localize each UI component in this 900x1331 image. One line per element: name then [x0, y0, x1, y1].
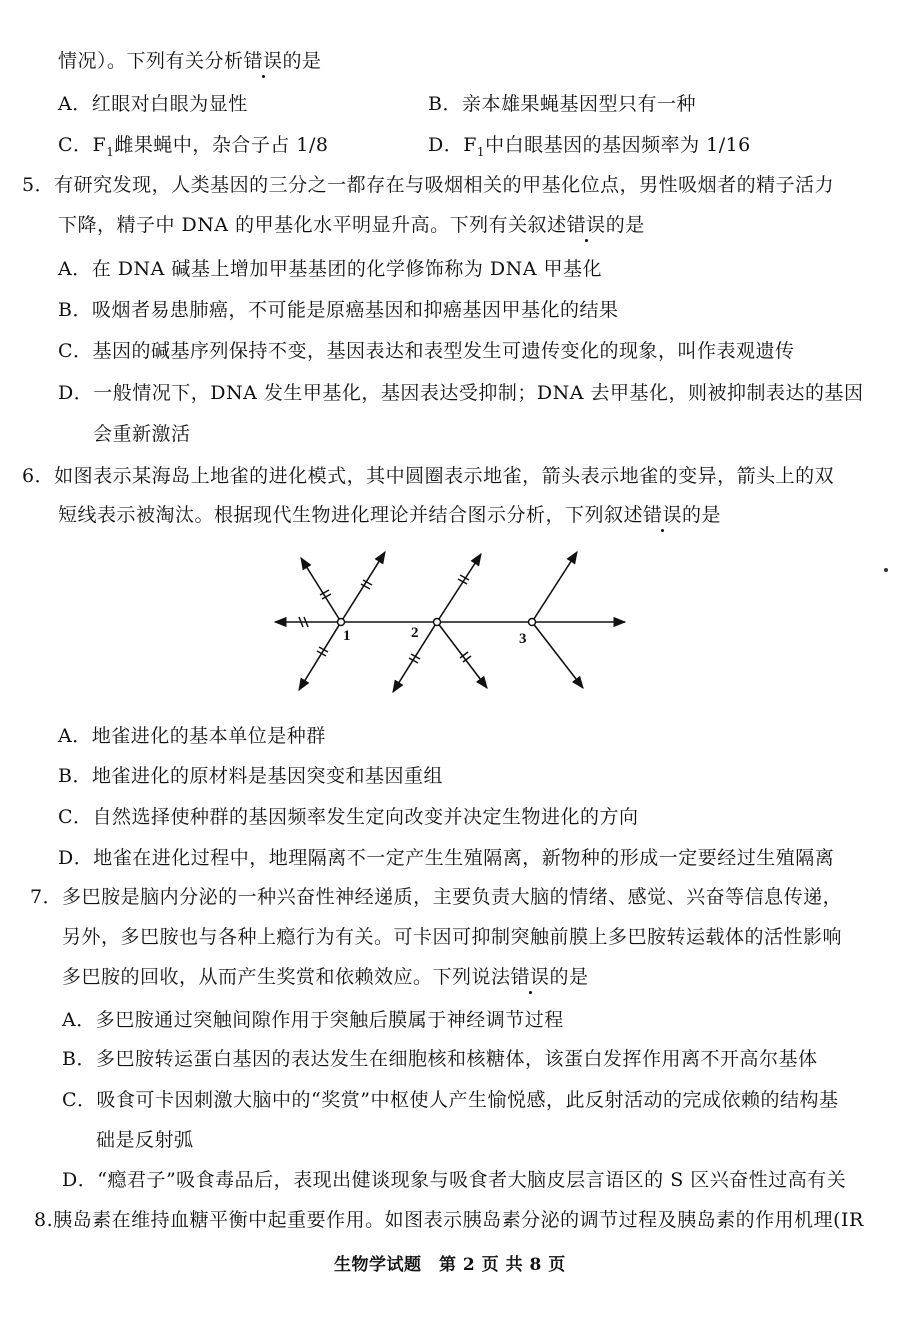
q4-option-c: C．$F_1$雌果蝇中，杂合子占 1/8 [58, 134, 329, 159]
q7-option-c-line2: 础是反射弧 [96, 1129, 194, 1151]
node-label-2: 2 [411, 625, 419, 641]
branch-3-downright [532, 622, 583, 688]
node-3 [529, 619, 536, 626]
q6-option-c: C．自然选择使种群的基因频率发生定向改变并决定生物进化的方向 [58, 806, 639, 828]
q7-option-a: A．多巴胺通过突触间隙作用于突触后膜属于神经调节过程 [62, 1009, 564, 1031]
emphasis-mark: 错误 [566, 214, 606, 236]
q4-option-a: A．红眼对白眼为显性 [58, 93, 248, 115]
q4-option-b: B．亲本雄果蝇基因型只有一种 [428, 93, 696, 115]
q5-stem-line2: 下降，精子中 DNA 的甲基化水平明显升高。下列有关叙述错误的是 [58, 214, 645, 236]
q5-option-c: C．基因的碱基序列保持不变，基因表达和表型发生可遗传变化的现象，叫作表观遗传 [58, 340, 795, 362]
node-2 [434, 619, 441, 626]
emphasis-mark: 错误 [643, 504, 683, 526]
q6-option-a: A．地雀进化的基本单位是种群 [58, 725, 326, 747]
branch-2-downright [437, 622, 487, 688]
q7-stem-line1: 7．多巴胺是脑内分泌的一种兴奋性神经递质，主要负责大脑的情绪、感觉、兴奋等信息传递， [30, 886, 843, 908]
scan-speck [884, 568, 888, 572]
node-label-3: 3 [519, 631, 527, 647]
branch-1-downleft [299, 622, 341, 690]
q6-stem-line1: 6．如图表示某海岛上地雀的进化模式，其中圆圈表示地雀，箭头表示地雀的变异，箭头上的双 [22, 465, 835, 487]
branch-1-upright [341, 552, 385, 622]
evolution-diagram [265, 540, 640, 700]
q5-stem-line1: 5．有研究发现，人类基因的三分之一都存在与吸烟相关的甲基化位点，男性吸烟者的精子活力 [22, 174, 835, 196]
emphasis-mark: 错误 [243, 50, 283, 72]
branch-2-upright [437, 554, 481, 622]
branch-3-upright [532, 552, 577, 622]
q4-option-d: D．$F_1$中白眼基因的基因频率为 1/16 [428, 134, 751, 159]
q6-option-d: D．地雀在进化过程中，地理隔离不一定产生生殖隔离，新物种的形成一定要经过生殖隔离 [58, 847, 835, 869]
q8-stem-line1: 8.胰岛素在维持血糖平衡中起重要作用。如图表示胰岛素分泌的调节过程及胰岛素的作用机理(IR [34, 1209, 864, 1231]
elimination-marks [299, 575, 471, 663]
q7-option-d: D．“瘾君子”吸食毒品后，表现出健谈现象与吸食者大脑皮层言语区的 S 区兴奋性过高有关 [62, 1169, 847, 1191]
q5-option-a: A．在 DNA 碱基上增加甲基基团的化学修饰称为 DNA 甲基化 [58, 258, 603, 280]
q7-stem-line3: 多巴胺的回收，从而产生奖赏和依赖效应。下列说法错误的是 [62, 966, 589, 988]
q7-option-c-line1: C．吸食可卡因刺激大脑中的“奖赏”中枢使人产生愉悦感，此反射活动的完成依赖的结构基 [62, 1089, 839, 1111]
emphasis-mark: 错误 [510, 966, 550, 988]
q5-option-d-line1: D．一般情况下，DNA 发生甲基化，基因表达受抑制；DNA 去甲基化，则被抑制表达的基因 [58, 382, 864, 404]
q5-option-d-line2: 会重新激活 [93, 423, 191, 445]
q5-option-b: B．吸烟者易患肺癌，不可能是原癌基因和抑癌基因甲基化的结果 [58, 299, 619, 321]
q7-stem-line2: 另外，多巴胺也与各种上瘾行为有关。可卡因可抑制突触前膜上多巴胺转运载体的活性影响 [62, 926, 843, 948]
node-1 [338, 619, 345, 626]
node-label-1: 1 [343, 628, 351, 644]
q6-option-b: B．地雀进化的原材料是基因突变和基因重组 [58, 765, 443, 787]
branch-1-upleft [301, 558, 341, 622]
q6-stem-line2: 短线表示被淘汰。根据现代生物进化理论并结合图示分析，下列叙述错误的是 [58, 504, 722, 526]
q4-stem: 情况）。下列有关分析错误的是 [58, 50, 322, 72]
q7-option-b: B．多巴胺转运蛋白基因的表达发生在细胞核和核糖体，该蛋白发挥作用离不开高尔基体 [62, 1048, 818, 1070]
page-footer: 生物学试题 第 2 页 共 8 页 [334, 1255, 566, 1275]
